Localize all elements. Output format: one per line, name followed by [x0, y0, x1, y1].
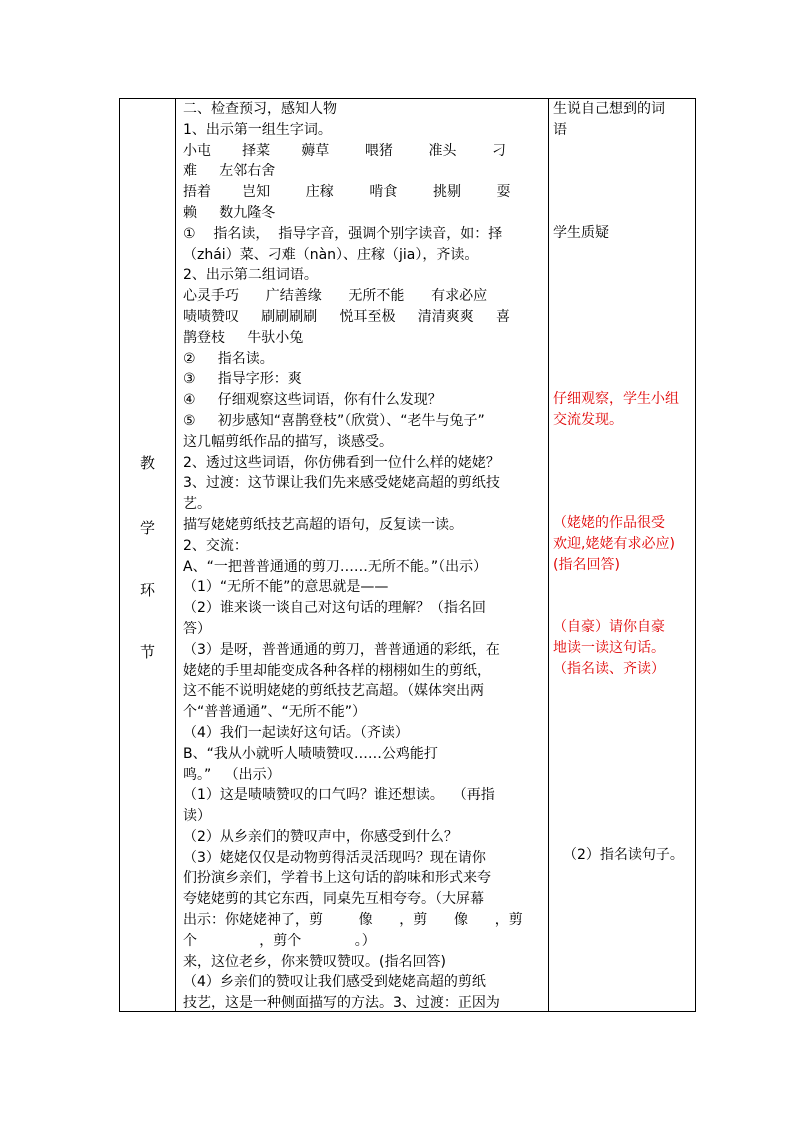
lesson-table — [119, 98, 696, 1012]
activity-note — [563, 845, 695, 866]
content-line: 鸣。” （出示） — [183, 766, 281, 783]
content-line: 来，这位老乡，你来赞叹赞叹。(指名回答) — [183, 953, 446, 970]
content-line: 心灵手巧 广结善缘 无所不能 有求必应 — [183, 288, 488, 305]
content-line: 这几幅剪纸作品的描写，谈感受。 — [183, 433, 393, 450]
content-line: A、“一把普普通通的剪刀……无所不能。”（出示） — [183, 558, 488, 575]
content-line: 艺。 — [183, 496, 211, 513]
content-line: 姥姥的手里却能变成各种各样的栩栩如生的剪纸， — [183, 662, 491, 679]
content-line: 技艺，这是一种侧面描写的方法。3、过渡：正因为 — [183, 995, 500, 1012]
content-line: 赖 数九隆冬 — [183, 204, 276, 221]
content-line: ⑤ 初步感知“喜鹊登枝”（欣赏）、“老牛与兔子” — [183, 412, 485, 429]
section-label-char: 环 — [139, 581, 155, 599]
column-divider — [548, 99, 549, 1011]
note-line: 语 — [553, 121, 567, 138]
note-line: 仔细观察，学生小组 — [553, 391, 679, 407]
content-line: 1、出示第一组生字词。 — [183, 121, 332, 138]
student-activity-column — [553, 99, 695, 1011]
content-line: （4）乡亲们的赞叹让我们感受到姥姥高超的剪纸 — [183, 974, 486, 991]
note-line: （2）指名读句子。 — [563, 847, 684, 863]
activity-note — [553, 617, 695, 679]
activity-note — [553, 389, 695, 431]
content-line: 2、交流： — [183, 537, 248, 554]
content-line: （2）谁来谈一谈自己对这句话的理解？（指名回 — [183, 600, 486, 617]
column-divider — [175, 99, 176, 1011]
note-line: （指名读、齐读） — [553, 660, 665, 677]
content-line: （1）这是啧啧赞叹的口气吗？谁还想读。 （再指 — [183, 787, 495, 804]
content-line: 描写姥姥剪纸技艺高超的语句，反复读一读。 — [183, 516, 463, 533]
content-line: （3）姥姥仅仅是动物剪得活灵活现吗？现在请你 — [183, 849, 486, 866]
content-line: 难 左邻右舍 — [183, 163, 276, 180]
content-line: 2、出示第二组词语。 — [183, 267, 318, 284]
activity-note — [553, 513, 695, 575]
note-line: 交流发现。 — [553, 411, 623, 428]
content-line: （4）我们一起读好这句话。（齐读） — [183, 724, 409, 741]
content-line: 答） — [183, 620, 211, 637]
content-line: B、“我从小就听人啧啧赞叹……公鸡能打 — [183, 745, 438, 762]
content-line: 读） — [183, 808, 211, 825]
note-line: （姥姥的作品很受 — [553, 515, 665, 531]
content-line: ③ 指导字形：爽 — [183, 371, 302, 388]
content-line: 个 ，剪个 。） — [183, 932, 376, 949]
content-line: 啧啧赞叹 刷刷刷刷 悦耳至极 清清爽爽 喜 — [183, 308, 511, 325]
content-line: 出示：你姥姥神了，剪 像 ，剪 像 ，剪 — [183, 912, 523, 929]
section-label-char: 学 — [139, 519, 155, 537]
content-line: 个“普普通通”、“无所不能”） — [183, 704, 367, 721]
note-line: 欢迎,姥姥有求必应) — [553, 535, 675, 552]
note-line: 地读一读这句话。 — [553, 639, 665, 656]
content-line: （3）是呀，普普通通的剪刀，普普通通的彩纸，在 — [183, 641, 500, 658]
note-line: 学生质疑 — [553, 225, 609, 241]
note-line: 生说自己想到的词 — [553, 101, 665, 117]
activity-note — [553, 99, 695, 141]
content-line: 们扮演乡亲们，学着书上这句话的韵味和形式来夸 — [183, 870, 491, 887]
content-line: ② 指名读。 — [183, 350, 274, 367]
content-line: （2）从乡亲们的赞叹声中，你感受到什么？ — [183, 828, 458, 845]
content-line: ① 指名读， 指导字音，强调个别字读音，如：择 — [183, 225, 503, 242]
content-line: （zhái）菜、刁难（nàn）、庄稼（jia），齐读。 — [183, 246, 479, 263]
content-line: 小屯 择菜 薅草 喂猪 准头 刁 — [183, 142, 507, 159]
teaching-content — [183, 99, 543, 1014]
content-line: ④ 仔细观察这些词语，你有什么发现？ — [183, 392, 442, 409]
section-label-char: 节 — [139, 643, 155, 661]
section-label-char: 教 — [139, 454, 155, 472]
content-line: 鹊登枝 牛驮小兔 — [183, 329, 304, 346]
content-line: 捂着 岂知 庄稼 啃食 挑剔 耍 — [183, 184, 511, 201]
content-line: （1）“无所不能”的意思就是—— — [183, 579, 389, 596]
note-line: （自豪）请你自豪 — [553, 619, 665, 635]
note-line: (指名回答) — [553, 556, 620, 573]
content-line: 2、透过这些词语，你仿佛看到一位什么样的姥姥？ — [183, 454, 500, 471]
content-line: 这不能不说明姥姥的剪纸技艺高超。（媒体突出两 — [183, 683, 484, 700]
content-line: 夸姥姥剪的其它东西，同桌先互相夸夸。（大屏幕 — [183, 891, 484, 908]
content-line: 3、过渡：这节课让我们先来感受姥姥高超的剪纸技 — [183, 475, 500, 492]
activity-note — [553, 223, 695, 244]
content-line: 二、检查预习，感知人物 — [183, 101, 337, 117]
